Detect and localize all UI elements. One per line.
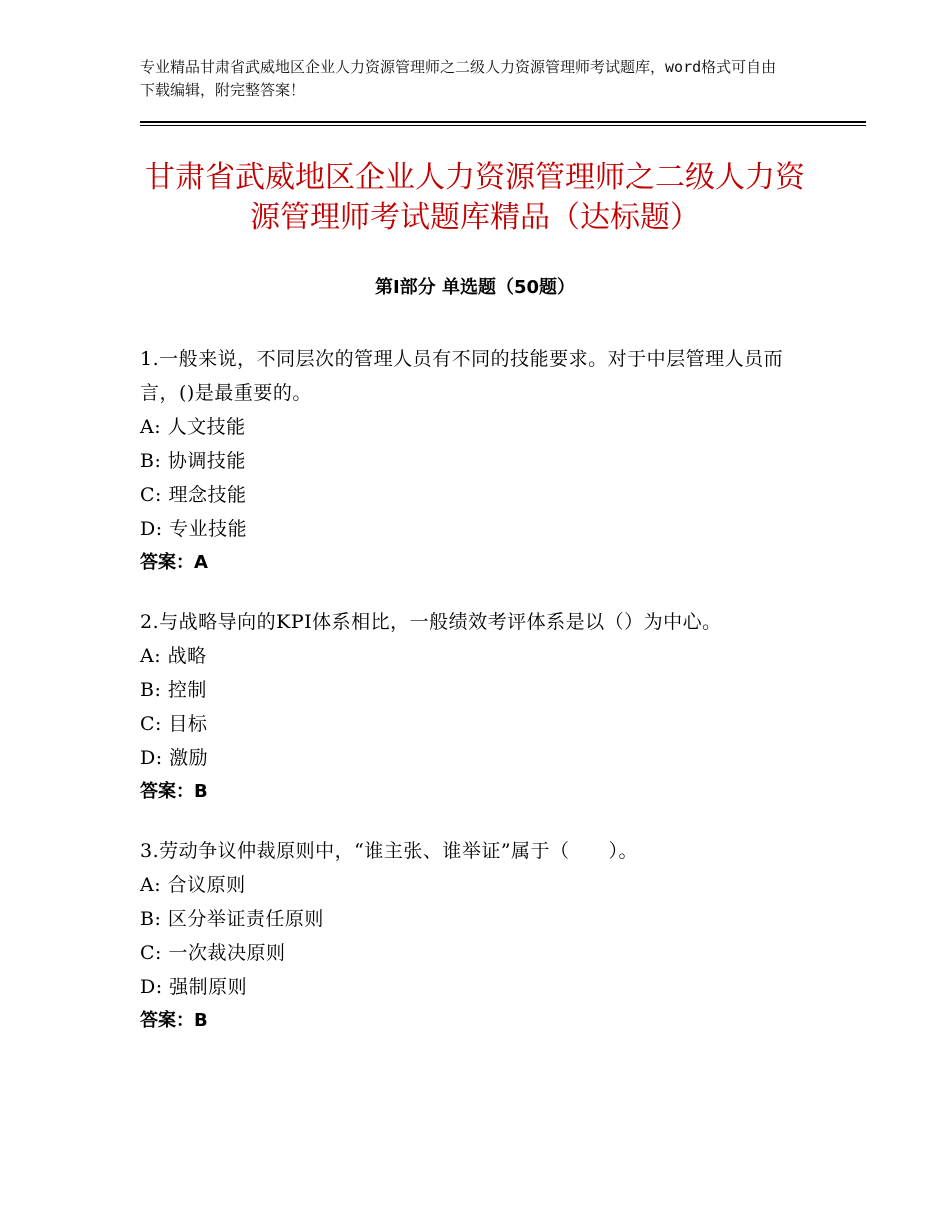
section-title: 第Ⅰ部分 单选题（50题） (374, 277, 575, 298)
answer-label: 答案：B (140, 1010, 208, 1031)
option-a: A: 合议原则 (140, 874, 246, 896)
option-b: B: 控制 (140, 679, 207, 701)
header-rule-thick (140, 121, 866, 123)
option-d: D: 激励 (140, 747, 209, 769)
option-d: D: 专业技能 (140, 518, 248, 540)
header-note: 专业精品甘肃省武威地区企业人力资源管理师之二级人力资源管理师考试题库，word格式可自由下载编辑，附完整答案！ (140, 58, 777, 99)
document-title: 甘肃省武威地区企业人力资源管理师之二级人力资源管理师考试题库精品（达标题） (145, 160, 805, 235)
option-c: C: 目标 (140, 713, 208, 735)
question-2 (140, 605, 810, 809)
option-d: D: 强制原则 (140, 976, 248, 998)
option-c: C: 理念技能 (140, 484, 247, 506)
option-c: C: 一次裁决原则 (140, 942, 286, 964)
option-a: A: 人文技能 (140, 416, 246, 438)
question-stem: 2.与战略导向的KPI体系相比，一般绩效考评体系是以（）为中心。 (140, 611, 722, 633)
question-stem: 3.劳动争议仲裁原则中，“谁主张、谁举证”属于（ ）。 (140, 840, 639, 862)
question-stem: 1.一般来说，不同层次的管理人员有不同的技能要求。对于中层管理人员而言，()是最重要的。 (140, 348, 784, 404)
option-b: B: 协调技能 (140, 450, 246, 472)
question-3 (140, 834, 810, 1038)
question-1 (140, 342, 810, 580)
question-list (140, 342, 810, 1063)
option-a: A: 战略 (140, 645, 207, 667)
header-rule-thin (140, 125, 866, 126)
answer-label: 答案：A (140, 552, 208, 573)
option-b: B: 区分举证责任原则 (140, 908, 324, 930)
answer-label: 答案：B (140, 781, 208, 802)
